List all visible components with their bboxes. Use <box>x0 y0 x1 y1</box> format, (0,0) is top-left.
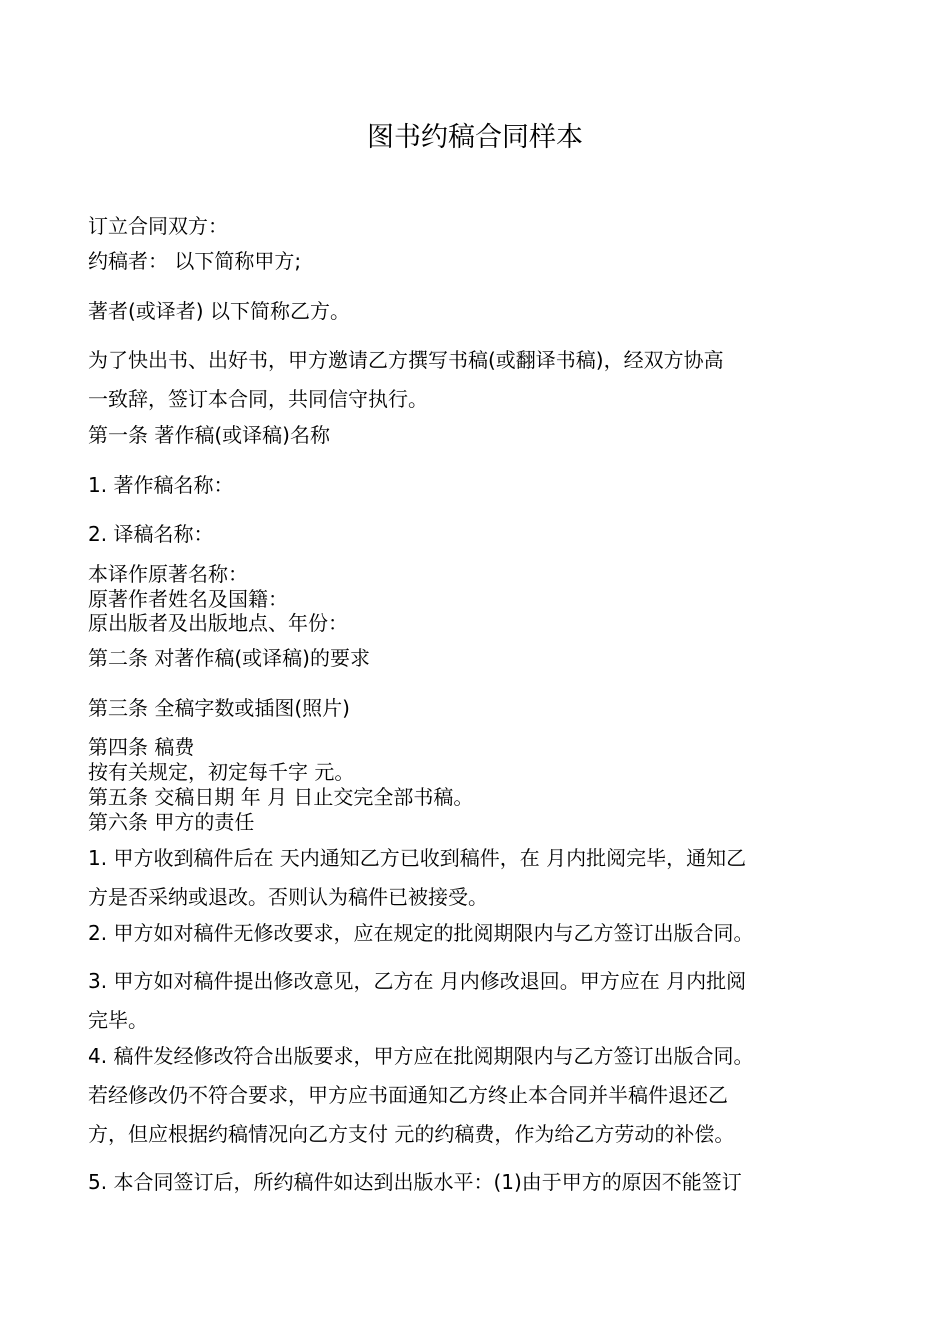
text-line: 原著作者姓名及国籍： <box>88 587 288 611</box>
text-line: 4. 稿件发经修改符合出版要求，甲方应在批阅期限内与乙方签订出版合同。 <box>88 1044 754 1068</box>
text-line: 本译作原著名称： <box>88 562 248 586</box>
text-line: 方，但应根据约稿情况向乙方支付 元的约稿费，作为给乙方劳动的补偿。 <box>88 1122 735 1146</box>
text-line: 完毕。 <box>88 1008 148 1032</box>
text-line: 方是否采纳或退改。否则认为稿件已被接受。 <box>88 885 488 909</box>
section-heading: 第一条 著作稿(或译稿)名称 <box>88 423 330 447</box>
section-heading: 第五条 交稿日期 年 月 日止交完全部书稿。 <box>88 785 474 809</box>
section-heading: 第四条 稿费 <box>88 735 195 759</box>
section-heading: 第二条 对著作稿(或译稿)的要求 <box>88 646 370 670</box>
text-line: 2. 译稿名称： <box>88 522 214 546</box>
text-line: 订立合同双方： <box>88 214 228 238</box>
text-line: 3. 甲方如对稿件提出修改意见，乙方在 月内修改退回。甲方应在 月内批阅 <box>88 969 747 993</box>
text-line: 2. 甲方如对稿件无修改要求，应在规定的批阅期限内与乙方签订出版合同。 <box>88 921 754 945</box>
section-heading: 第三条 全稿字数或插图(照片) <box>88 696 350 720</box>
text-line: 著者(或译者) 以下简称乙方。 <box>88 299 350 323</box>
text-line: 5. 本合同签订后，所约稿件如达到出版水平：(1)由于甲方的原因不能签订 <box>88 1170 742 1194</box>
text-line: 约稿者： 以下简称甲方; <box>88 249 302 273</box>
document-title: 图书约稿合同样本 <box>367 122 583 153</box>
text-line: 为了快出书、出好书，甲方邀请乙方撰写书稿(或翻译书稿)，经双方协高 <box>88 348 724 372</box>
section-heading: 第六条 甲方的责任 <box>88 810 255 834</box>
text-line: 一致辞，签订本合同，共同信守执行。 <box>88 387 428 411</box>
text-line: 原出版者及出版地点、年份： <box>88 611 348 635</box>
text-line: 1. 甲方收到稿件后在 天内通知乙方已收到稿件，在 月内批阅完毕，通知乙 <box>88 846 747 870</box>
text-line: 按有关规定，初定每千字 元。 <box>88 760 355 784</box>
text-line: 1. 著作稿名称： <box>88 473 234 497</box>
text-line: 若经修改仍不符合要求，甲方应书面通知乙方终止本合同并半稿件退还乙 <box>88 1083 728 1107</box>
